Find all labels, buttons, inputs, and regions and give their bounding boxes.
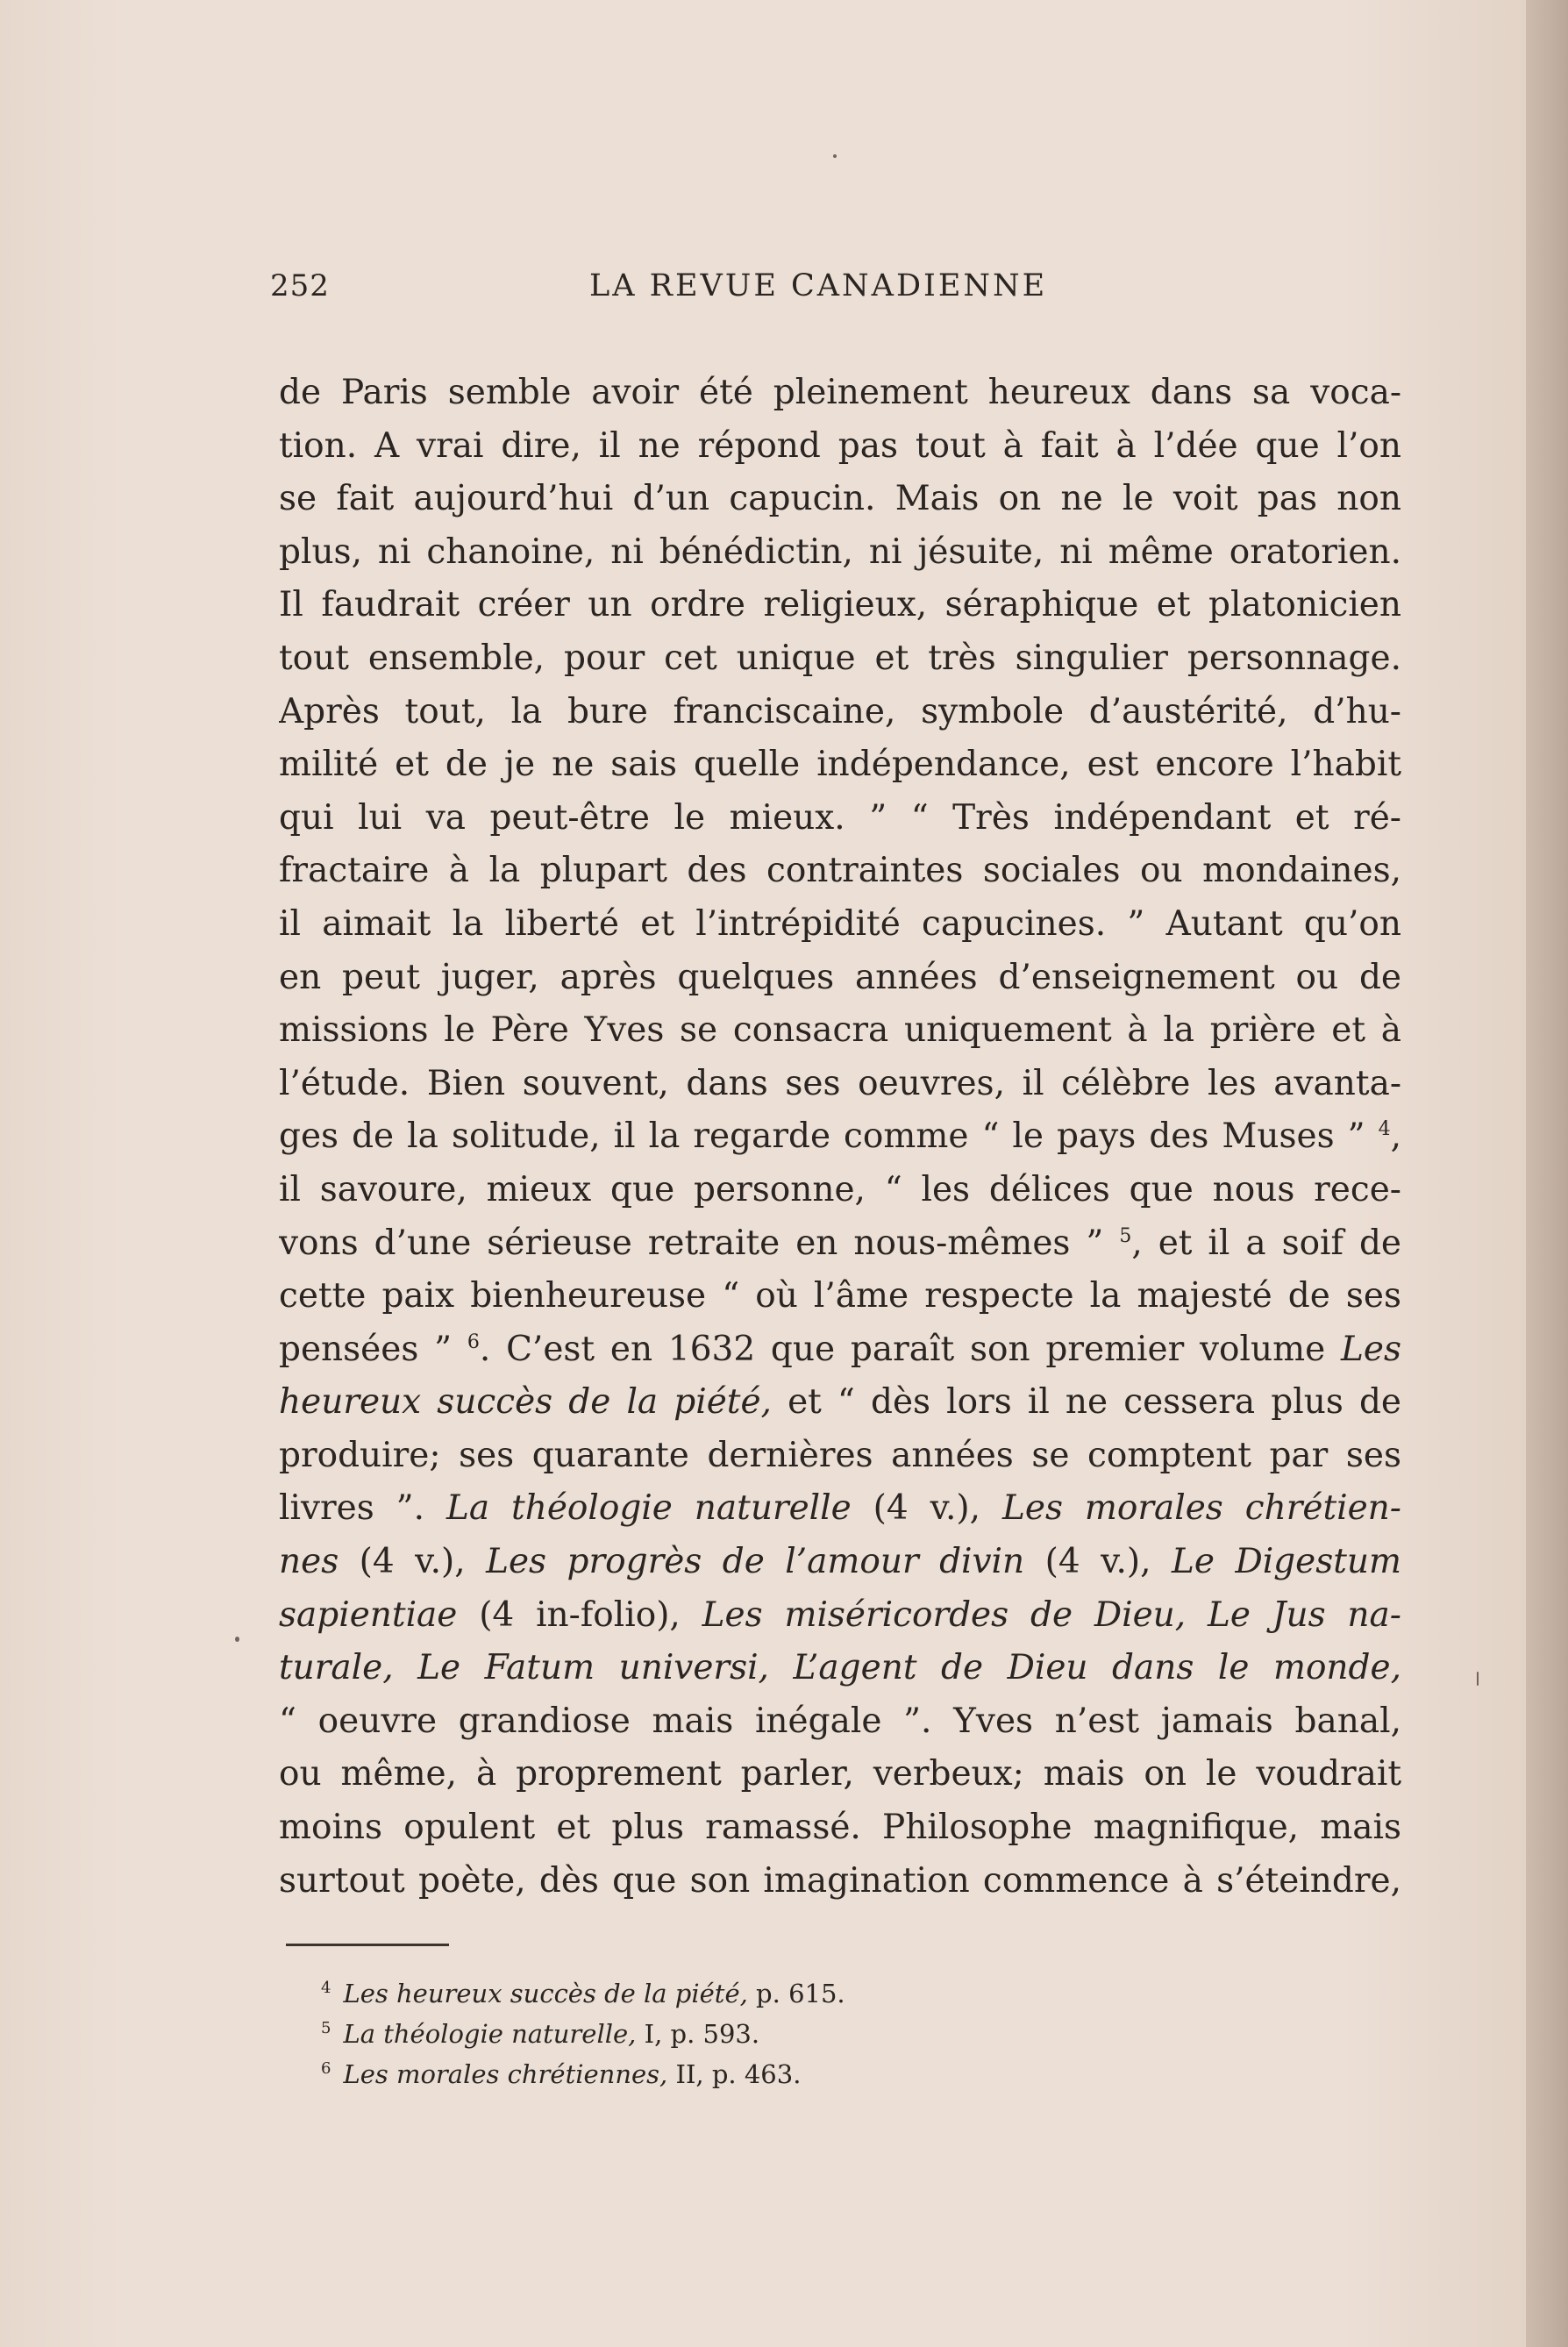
text-line (279, 1323, 1401, 1377)
page-number: 252 (270, 268, 330, 303)
italic-title: heureux succès de la piété, (279, 1382, 772, 1423)
text-run: pensées ” (279, 1329, 467, 1369)
italic-title: turale, Le Fatum universi, L’agent de Dieu dans le monde, (279, 1648, 1401, 1688)
text-line: Après tout, la bure franciscaine, symbole d’austérité, d’hu- (279, 691, 1401, 731)
text-line (279, 1642, 1401, 1695)
italic-title: Le Digestum (1172, 1542, 1401, 1582)
paper-speck (833, 154, 837, 158)
text-line: plus, ni chanoine, ni bénédictin, ni jésuite, ni même oratorien. (279, 531, 1401, 572)
text-line: en peut juger, après quelques années d’enseignement ou de (279, 957, 1401, 997)
footnote-ref-6: 6 (467, 1330, 480, 1353)
body-text (279, 367, 1401, 1908)
page-edge-shadow (1526, 0, 1568, 2347)
text-run: (4 v.), (339, 1542, 487, 1582)
text-line: moins opulent et plus ramassé. Philosophe magnifique, mais (279, 1808, 1401, 1848)
text-line: qui lui va peut-être le mieux. ” “ Très indépendant et ré- (279, 797, 1401, 838)
text-line: l’étude. Bien souvent, dans ses oeuvres, il célèbre les avanta- (279, 1063, 1401, 1103)
footnote-ref: I, p. 593. (636, 2019, 760, 2049)
footnote-mark: 5 (321, 2019, 331, 2038)
footnote (321, 2014, 1133, 2054)
text-line: il savoure, mieux que personne, “ les délices que nous rece- (279, 1169, 1401, 1209)
text-run: et “ dès lors il ne cessera plus de (771, 1382, 1401, 1423)
italic-title: nes (279, 1542, 339, 1582)
footnote-ref-5: 5 (1119, 1224, 1132, 1247)
footnote-mark: 6 (321, 2059, 331, 2079)
italic-title: Les morales chrétien- (1001, 1488, 1401, 1529)
text-line: produire; ses quarante dernières années se comptent par ses (279, 1435, 1401, 1475)
footnote (321, 2054, 1133, 2094)
footnote-ref: II, p. 463. (667, 2059, 802, 2089)
running-title: LA REVUE CANADIENNE (589, 268, 1048, 303)
text-line (279, 1376, 1401, 1430)
text-run: , et il a soif de (1131, 1223, 1401, 1263)
text-line: “ oeuvre grandiose mais inégale ”. Yves n’est jamais banal, (279, 1701, 1401, 1741)
footnote-title: La théologie naturelle, (343, 2019, 637, 2049)
text-run: vons d’une sérieuse retraite en nous-mêmes ” (279, 1223, 1120, 1263)
text-line: milité et de je ne sais quelle indépendance, est encore l’habit (279, 745, 1401, 785)
footnote-divider (286, 1944, 449, 1946)
text-line (279, 1536, 1401, 1589)
text-line (279, 1589, 1401, 1643)
italic-title: Les progrès de l’amour divin (486, 1542, 1025, 1582)
text-run: (4 v.), (851, 1488, 1002, 1529)
footnote-ref: p. 615. (747, 1979, 845, 2008)
paper-speck (1477, 1672, 1479, 1686)
footnote-title: Les morales chrétiennes, (343, 2059, 668, 2089)
text-line: se fait aujourd’hui d’un capucin. Mais on ne le voit pas non (279, 479, 1401, 519)
text-line (279, 1217, 1401, 1271)
text-run: ges de la solitude, il la regarde comme “ le pays des Muses ” (279, 1116, 1379, 1157)
text-run: , (1390, 1116, 1401, 1157)
text-line (279, 1482, 1401, 1536)
italic-title: Les miséricordes de Dieu, Le Jus na- (702, 1594, 1401, 1635)
footnote-title: Les heureux succès de la piété, (343, 1979, 748, 2008)
text-line: cette paix bienheureuse “ où l’âme respecte la majesté de ses (279, 1276, 1401, 1316)
italic-title: La théologie naturelle (445, 1488, 852, 1529)
text-run: livres ”. (279, 1488, 446, 1529)
text-line: de Paris semble avoir été pleinement heureux dans sa voca- (279, 373, 1401, 412)
footnote-ref-4: 4 (1378, 1118, 1391, 1141)
text-run: . C’est en 1632 que paraît son premier volume (479, 1329, 1341, 1369)
text-line: missions le Père Yves se consacra uniquement à la prière et à (279, 1010, 1401, 1051)
text-line: Il faudrait créer un ordre religieux, séraphique et platonicien (279, 585, 1401, 625)
page-header (270, 263, 1087, 316)
text-line: tout ensemble, pour cet unique et très singulier personnage. (279, 638, 1401, 678)
text-run: (4 in-folio), (457, 1594, 702, 1635)
text-line (279, 1110, 1401, 1164)
footnote-mark: 4 (321, 1979, 331, 1998)
text-line: il aimait la liberté et l’intrépidité capucines. ” Autant qu’on (279, 903, 1401, 944)
italic-title: Les (1340, 1329, 1401, 1369)
text-run: (4 v.), (1024, 1542, 1172, 1582)
footnote (321, 1973, 1133, 2014)
paper-speck (235, 1637, 239, 1642)
text-line: tion. A vrai dire, il ne répond pas tout à fait à l’dée que l’on (279, 425, 1401, 466)
text-line: surtout poète, dès que son imagination commence à s’éteindre, (279, 1860, 1401, 1901)
italic-title: sapientiae (279, 1594, 458, 1635)
text-line: fractaire à la plupart des contraintes sociales ou mondaines, (279, 851, 1401, 891)
text-line: ou même, à proprement parler, verbeux; mais on le voudrait (279, 1754, 1401, 1794)
footnotes (321, 1973, 1133, 2094)
